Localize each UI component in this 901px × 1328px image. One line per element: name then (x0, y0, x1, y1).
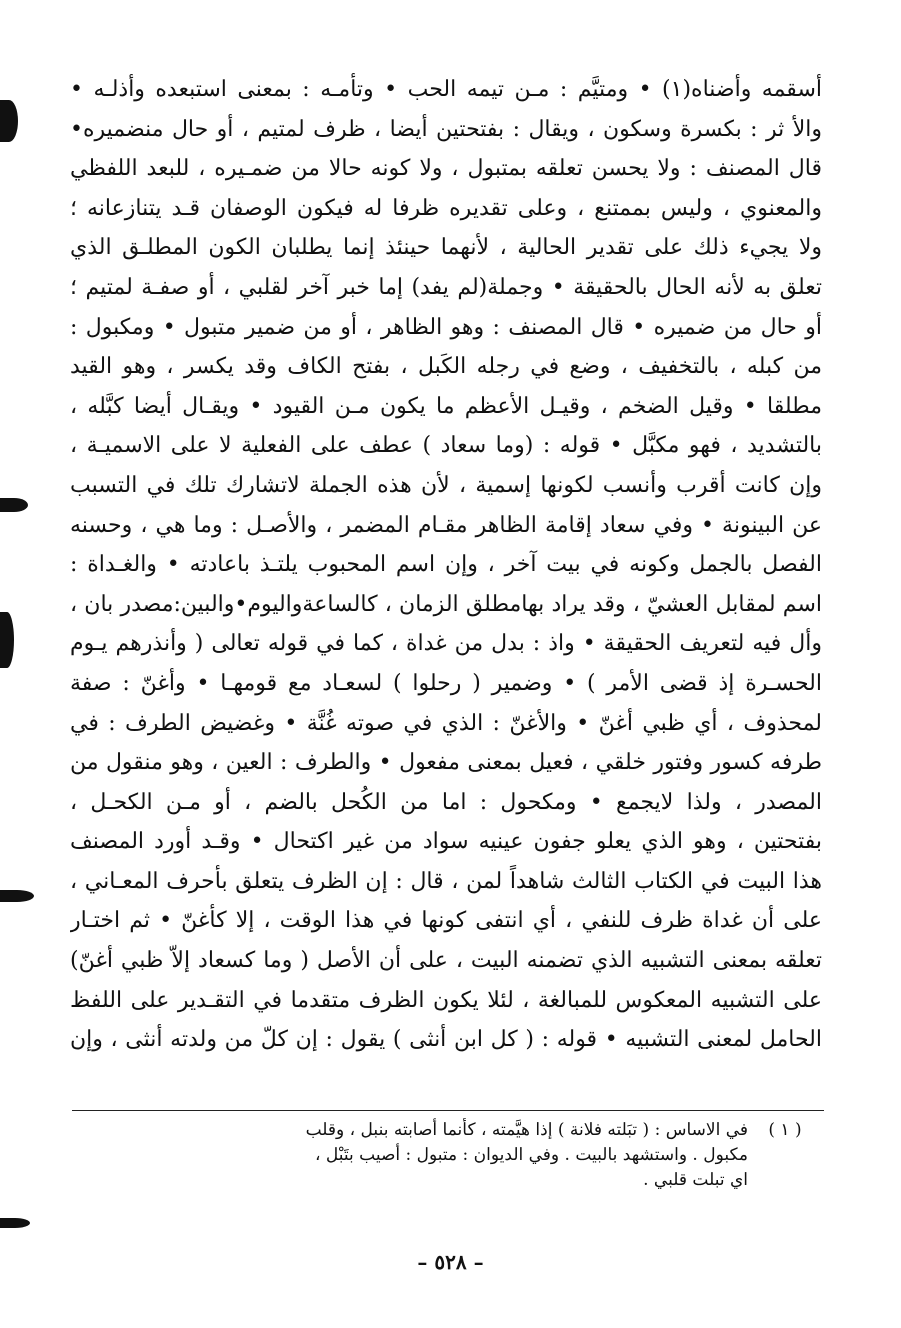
text-line: المصدر ، ولذا لايجمع • ومكحول : اما من الكُحل بالضم ، أو مـن الكحـل ، (70, 789, 822, 815)
scan-edge-mark (0, 100, 18, 142)
text-line: والمعنوي ، وليس بممتنع ، وعلى تقديره ظرفا له فيكون الوصفان قـد يتنازعانه ؛ (70, 195, 822, 221)
text-line: أو حال من ضميره • قال المصنف : وهو الظاهر ، أو من ضمير متبول • ومكبول : (70, 314, 822, 340)
text-line: ولا يجيء ذلك على تقدير الحالية ، لأنهما حينئذ إنما يطلبان الكون المطلـق الذي (70, 235, 822, 261)
main-text (70, 70, 822, 1060)
text-line: الفصل بالجمل وكونه في بيت آخر ، وإن اسم المحبوب يلتـذ باعادته • والغـداة : (70, 552, 822, 578)
scan-edge-mark (0, 890, 34, 902)
footnote-marker: ( ١ ) (768, 1120, 802, 1140)
footnote-text: مكبول . واستشهد بالبيت . وفي الديوان : متبول : أصيب بتَبْل ، (314, 1145, 748, 1165)
text-line: تعلقه بمعنى التشبيه الذي تضمنه البيت ، على أن الأصل ( وما كسعاد إلاّ ظبي أغنّ) (70, 948, 822, 974)
text-line: مطلقا • وقيل الضخم ، وقيـل الأعظم ما يكون مـن القيود • ويقـال أيضا كبَّله ، (70, 393, 822, 419)
scan-edge-mark (0, 612, 14, 668)
text-line: تعلق به لأنه الحال بالحقيقة • وجملة(لم يفد) إما خبر آخر لقلبي ، أو صفـة لمتيم ؛ (70, 274, 822, 300)
text-line: بفتحتين ، وهو الذي يعلو جفون عينيه سواد من غير اكتحال • وقـد أورد المصنف (70, 829, 822, 855)
scan-edge-mark (0, 498, 28, 512)
text-line: من كبله ، بالتخفيف ، وضع في رجله الكَبل ، بفتح الكاف وقد يكسر ، وهو القيد (70, 354, 822, 380)
text-line: على أن غداة ظرف للنفي ، أي انتفى كونها في هذا الوقت ، إلا كأغنّ • ثم اختـار (70, 908, 822, 934)
text-line: على التشبيه المعكوس للمبالغة ، لئلا يكون الظرف متقدما في التقـدير على اللفظ (70, 987, 822, 1013)
page-number: – ٥٢٨ – (417, 1250, 484, 1274)
footnote-divider (72, 1110, 824, 1111)
text-line: عن البينونة • وفي سعاد إقامة الظاهر مقـام المضمر ، والأصـل : وما هي ، وحسنه (70, 512, 822, 538)
text-line: الحامل لمعنى التشبيه • قوله : ( كل ابن أنثى ) يقول : إن كلّ من ولدته أنثى ، وإن (70, 1027, 822, 1053)
text-line: أسقمه وأضناه(١) • ومتيَّم : مـن تيمه الحب • وتأمـه : بمعنى استبعده وأذلـه • (70, 77, 822, 102)
text-line: وإن كانت أقرب وأنسب لكونها إسمية ، لأن هذه الجملة لاتشارك تلك في التسبب (70, 472, 822, 498)
footnote-text: اي تبلت قلبي . (643, 1170, 748, 1190)
text-line: اسم لمقابل العشيّ ، وقد يراد بهامطلق الزمان ، كالساعةواليوم•والبين:مصدر بان ، (70, 591, 822, 617)
text-line: الحسـرة إذ قضى الأمر ) • وضمير ( رحلوا ) لسعـاد مع قومهـا • وأغنّ : صفة (70, 670, 822, 696)
scan-edge-mark (0, 1218, 30, 1228)
text-line: طرفه كسور وفتور خلقي ، فعيل بمعنى مفعول • والطرف : العين ، وهو منقول من (70, 750, 822, 776)
text-line: هذا البيت في الكتاب الثالث شاهداً لمن ، قال : إن الظرف يتعلق بأحرف المعـاني ، (70, 868, 822, 894)
footnotes (72, 1118, 822, 1193)
footnote-first-line (72, 1118, 822, 1143)
text-line: بالتشديد ، فهو مكبَّل • قوله : (وما سعاد ) عطف على الفعلية لا على الاسميـة ، (70, 433, 822, 459)
footnote-text: في الاساس : ( تبَلته فلانة ) إذا هيَّمته ، كأنما أصابته بنبل ، وقلب (305, 1120, 748, 1140)
text-line: وأل فيه لتعريف الحقيقة • واذ : بدل من غداة ، كما في قوله تعالى ( وأنذرهم يـوم (70, 631, 822, 657)
text-line: لمحذوف ، أي ظبي أغنّ • والأغنّ : الذي في صوته غُنَّة • وغضيض الطرف : في (70, 710, 822, 736)
text-line: والأ ثر : بكسرة وسكون ، ويقال : بفتحتين أيضا ، ظرف لمتيم ، أو حال منضميره• (70, 116, 822, 142)
text-line: قال المصنف : ولا يحسن تعلقه بمتبول ، ولا كونه حالا من ضمـيره ، للبعد اللفظي (70, 156, 822, 182)
